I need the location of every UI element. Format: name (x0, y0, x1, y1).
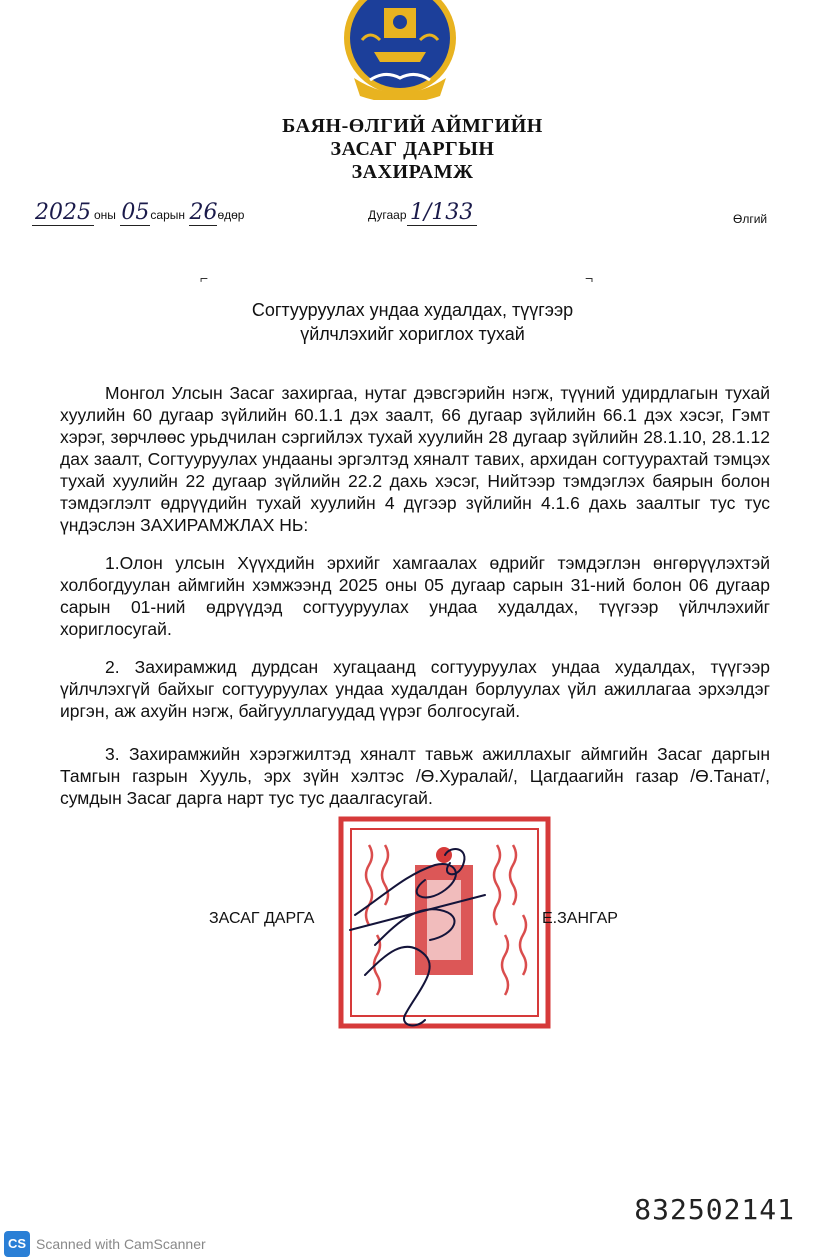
order-item-3: 3. Захирамжийн хэрэгжилтэд хяналт тавьж ажиллахыг аймгийн Засаг даргын Тамгын газрын Хууль, эрх зүйн хэлтэс /Ө.Хуралай/, Цагдаагийн газар /Ө.Танат/, сумдын Засаг дарга нарт тус тус даалгасугай. (60, 744, 770, 808)
date-month: 05 (121, 200, 150, 225)
document-number: 1/133 (407, 200, 477, 226)
scanner-text: Scanned with CamScanner (36, 1235, 206, 1252)
date-day: 26 (189, 200, 218, 225)
date-line: 2025 оны 05сарын 26өдөр (32, 200, 244, 226)
camscanner-logo-icon: CS (4, 1231, 30, 1257)
date-year: 2025 (32, 200, 94, 226)
state-emblem (340, 0, 460, 100)
place-name: Өлгий (733, 212, 768, 226)
corner-mark-right: ¬ (585, 270, 594, 286)
order-type: ЗАХИРАМЖ (351, 161, 474, 183)
registration-number: 832502141 (634, 1193, 795, 1226)
signer-position: ЗАСАГ ДАРГА (209, 910, 315, 927)
order-item-1: 1.Олон улсын Хүүхдийн эрхийг хамгаалах өдрийг тэмдэглэн өнгөрүүлэхтэй холбогдуулан аймгийн хэмжээнд 2025 оны 05 дугаар сарын 31-ний болон 06 дугаар сарын 01-ний өдрүүдэд согтууруулах ундаа худалдах, түүгээр үйлчлэхийг хориглосугай. (60, 553, 770, 639)
number-label: Дугаар (368, 208, 407, 222)
document-title-line-1: Согтууруулах ундаа худалдах, түүгээр (251, 300, 574, 320)
order-item-2: 2. Захирамжид дурдсан хугацаанд согтууруулах ундаа худалдах, түүгээр үйлчлэхгүй байхыг согтууруулах ундаа худалдан борлуулах үйл ажиллагаа эрхэлдэг иргэн, аж ахуйн нэгж, байгууллагуудад үүрэг болгосугай. (60, 657, 770, 721)
handwritten-signature (345, 835, 495, 1035)
corner-mark-left: ⌐ (200, 270, 209, 286)
number-line (368, 200, 477, 226)
scanner-watermark (0, 1228, 260, 1259)
org-line-1: БАЯН-ӨЛГИЙ АЙМГИЙН (282, 115, 543, 137)
signer-name: Е.ЗАНГАР (542, 910, 618, 927)
org-line-2: ЗАСАГ ДАРГЫН (330, 138, 495, 160)
intro-paragraph: Монгол Улсын Засаг захиргаа, нутаг дэвсгэрийн нэгж, түүний удирдлагын тухай хуулийн 60 дугаар зүйлийн 60.1.1 дэх заалт, 66 дугаар зүйлийн 66.1 дэх хэсэг, Гэмт хэрэг, зөрчлөөс урьдчилан сэргийлэх тухай хуулийн 28 дугаар зүйлийн 28.1.10, 28.1.12 дах заалт, Согтууруулах ундааны эргэлтэд хяналт тавих, архидан согтуурахтай тэмцэх тухай хуулийн 22 дугаар зүйлийн 22.2 дахь хэсэг, Нийтээр тэмдэглэх баярын болон тэмдэглэлт өдрүүдийн тухай хуулийн 4 дүгээр зүйлийн 4.1.6 дахь заалтыг тус тус үндэслэн ЗАХИРАМЖЛАХ НЬ: (60, 383, 770, 535)
document-title-line-2: үйлчлэхийг хориглох тухай (300, 324, 525, 344)
